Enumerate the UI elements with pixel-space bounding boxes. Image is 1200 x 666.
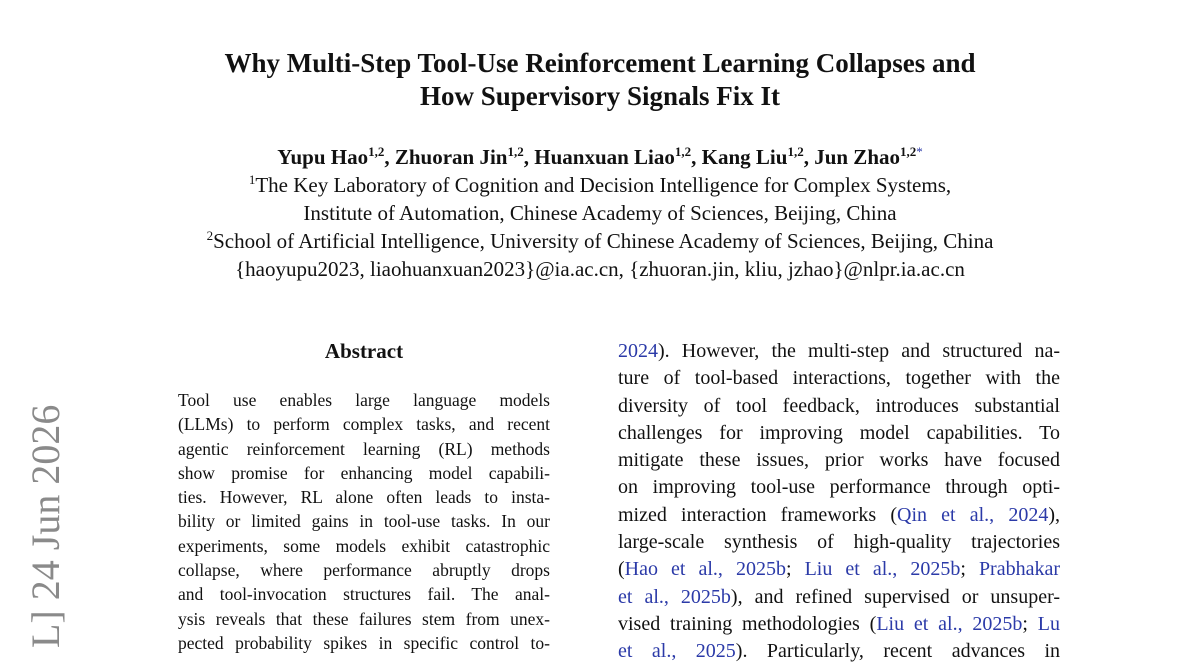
intro-text: mitigate these issues, prior works have focused [618,449,1060,472]
author-name: Huanxuan Liao [534,145,675,169]
affiliation-line [0,227,1200,255]
intro-line [618,529,1060,556]
author-name: Jun Zhao [814,145,900,169]
abstract-line: agentic reinforcement learning (RL) methods [178,438,550,459]
citation-link[interactable]: Liu et al., 2025b [804,558,961,581]
intro-text: ). Particularly, recent advances in [735,640,1060,663]
title-line-2: How Supervisory Signals Fix It [419,81,781,111]
intro-text: challenges for improving model capabilities. To [618,421,1060,444]
intro-line [618,611,1060,638]
author-affiliation-mark: 1,2 [787,144,804,159]
citation-link[interactable]: Liu et al., 2025b [876,612,1023,635]
intro-text: diversity of tool feedback, introduces substantial [618,394,1060,417]
affiliation-text: {haoyupu2023, liaohuanxuan2023}@ia.ac.cn, {zhuoran.jin, kliu, jzhao}@nlpr.ia.ac.cn [235,257,965,281]
arxiv-stamp: L] 24 Jun 2026 [23,404,68,648]
author-separator: , [384,145,395,169]
abstract-line: ties. However, RL alone often leads to insta- [178,487,550,508]
citation-link[interactable]: Lu [1037,612,1060,635]
author-separator: , [523,145,535,169]
intro-line [618,474,1060,501]
paper-title [0,47,1200,113]
intro-text: large-scale synthesis of high-quality trajectories [618,531,1060,554]
intro-line [618,584,1060,611]
author-affiliation-mark: 1,2 [900,144,917,159]
author-name: Kang Liu [701,145,788,169]
intro-text: vised training methodologies ( [618,612,877,635]
intro-line [618,420,1060,447]
affiliation-text: The Key Laboratory of Cognition and Decision Intelligence for Complex Systems, [255,173,952,197]
intro-text: ( [618,558,625,581]
intro-line [618,338,1060,365]
author-affiliation-mark: 1,2 [368,144,385,159]
author-affiliation-mark: 1,2 [507,144,524,159]
citation-link[interactable]: et al., 2025 [618,640,736,663]
affiliation-text: Institute of Automation, Chinese Academy of Sciences, Beijing, China [303,201,897,225]
affiliation-number: 2 [206,228,214,243]
title-line-1: Why Multi-Step Tool-Use Reinforcement Learning Collapses and [224,48,976,78]
abstract-line: Tool use enables large language models [178,390,550,410]
intro-line [618,447,1060,474]
affiliation-line [0,171,1200,199]
intro-line [618,365,1060,392]
corresponding-author-mark: * [916,144,923,159]
author-name: Zhuoran Jin [394,145,508,169]
intro-text: ), and refined supervised or unsuper- [730,585,1060,608]
abstract-line: and tool-invocation structures fail. The anal- [178,584,550,605]
abstract-line: collapse, where performance abruptly drops [178,560,550,581]
abstract-line: bility or limited gains in tool-use tasks. In our [178,511,550,532]
citation-link[interactable]: Prabhakar [978,558,1061,581]
abstract-line: ysis reveals that these failures stem from unex- [178,608,550,629]
abstract-body [178,388,550,655]
intro-text: mized interaction frameworks ( [618,503,898,526]
intro-text: ). However, the multi-step and structured na- [658,340,1060,362]
intro-text: ), [1048,503,1060,526]
affiliation-number: 1 [248,172,256,187]
author-separator: , [803,145,815,169]
author-name: Yupu Hao [277,145,369,169]
citation-link[interactable]: et al., 2025b [618,585,731,608]
author-list [0,143,1200,171]
abstract-heading: Abstract [324,339,404,363]
author-affiliation-mark: 1,2 [674,144,692,159]
intro-text: ; [785,558,805,581]
affiliation-text: School of Artificial Intelligence, University of Chinese Academy of Sciences, Beijing, China [213,229,994,253]
intro-text: ; [960,558,979,581]
intro-line [618,393,1060,420]
intro-text: ture of tool-based interactions, together with the [618,367,1060,390]
abstract-line: show promise for enhancing model capabili- [178,462,550,483]
citation-link[interactable]: Qin et al., 2024 [897,503,1049,526]
citation-link[interactable]: Hao et al., 2025b [624,558,786,581]
affiliation-line [0,255,1200,283]
intro-text: ; [1022,612,1038,635]
abstract-line: pected probability spikes in specific control to- [178,632,550,653]
abstract-line: (LLMs) to perform complex tasks, and recent [178,414,550,435]
intro-line [618,502,1060,529]
intro-column [618,338,1060,666]
citation-link[interactable]: 2024 [618,340,658,362]
intro-line [618,638,1060,665]
intro-text: on improving tool-use performance through opti- [618,476,1060,499]
author-separator: , [691,145,702,169]
intro-line [618,556,1060,583]
abstract-line: experiments, some models exhibit catastrophic [178,535,550,556]
affiliation-line [0,199,1200,227]
